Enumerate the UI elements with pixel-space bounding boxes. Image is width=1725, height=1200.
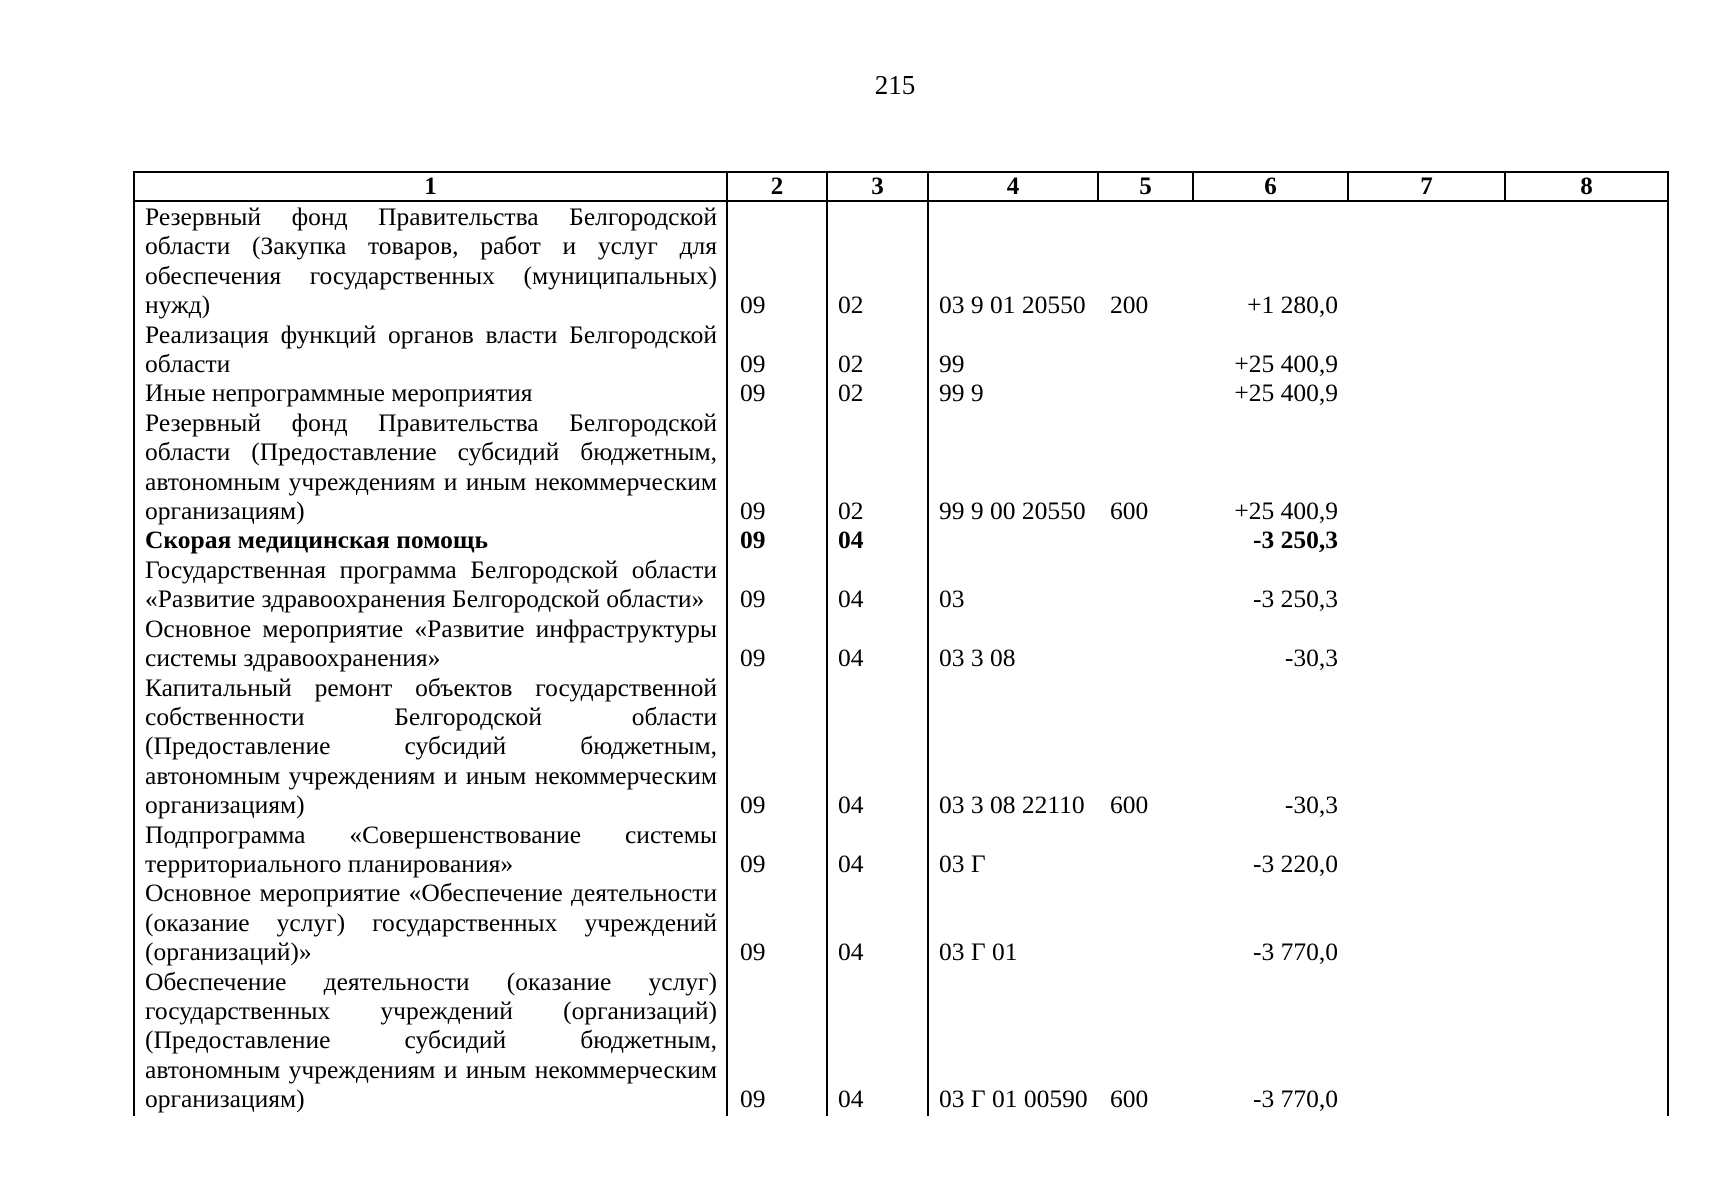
row-description: Обеспечение деятельности (оказание услуг) государственных учреждений (организаций) (Предоставление субсидий бюджетным, автономным учреждениям и иным некоммерческим организациям) bbox=[134, 967, 727, 1116]
target-article-code bbox=[928, 525, 1098, 554]
column-8-value bbox=[1505, 967, 1668, 1116]
row-description: Основное мероприятие «Обеспечение деятельности (оказание услуг) государственных учреждений (организаций)» bbox=[134, 878, 727, 966]
expense-type-code bbox=[1098, 320, 1193, 379]
target-article-code: 03 9 01 20550 bbox=[939, 290, 1086, 320]
column-header: 4 bbox=[928, 172, 1098, 201]
row-description: Подпрограмма «Совершенствование системы территориального планирования» bbox=[134, 820, 727, 879]
table-row bbox=[134, 408, 1668, 526]
target-article-code: 99 9 00 20550 bbox=[939, 496, 1086, 526]
column-header: 1 bbox=[134, 172, 727, 201]
amount-change: +25 400,9 bbox=[1234, 349, 1338, 379]
page-number: 215 bbox=[874, 70, 916, 100]
subsection-code: 04 bbox=[827, 525, 928, 554]
subsection-code: 04 bbox=[827, 614, 928, 673]
column-7-value bbox=[1348, 614, 1505, 673]
expense-type-code bbox=[1098, 878, 1193, 966]
column-7-value bbox=[1348, 878, 1505, 966]
column-7-value bbox=[1348, 673, 1505, 820]
table-row bbox=[134, 614, 1668, 673]
table-row bbox=[134, 878, 1668, 966]
column-8-value bbox=[1505, 408, 1668, 526]
amount-change: +1 280,0 bbox=[1247, 290, 1338, 320]
target-article-code: 03 Г 01 00590 bbox=[939, 1084, 1088, 1114]
amount-change: -3 250,3 bbox=[1253, 584, 1338, 614]
column-header: 5 bbox=[1098, 172, 1193, 201]
row-description: Скорая медицинская помощь bbox=[134, 525, 727, 554]
column-8-value bbox=[1505, 614, 1668, 673]
subsection-code: 04 bbox=[827, 820, 928, 879]
column-7-value bbox=[1348, 820, 1505, 879]
expense-type-code: 600 bbox=[1110, 1084, 1149, 1114]
section-code: 09 bbox=[727, 614, 827, 673]
row-description: Реализация функций органов власти Белгородской области bbox=[134, 320, 727, 379]
column-header: 2 bbox=[727, 172, 827, 201]
expense-type-code: 600 bbox=[1110, 790, 1149, 820]
table-body bbox=[134, 201, 1668, 1116]
target-article-code: 03 3 08 22110 bbox=[939, 790, 1085, 820]
table-row bbox=[134, 201, 1668, 320]
row-description: Основное мероприятие «Развитие инфраструктуры системы здравоохранения» bbox=[134, 614, 727, 673]
column-header: 3 bbox=[827, 172, 928, 201]
column-7-value bbox=[1348, 320, 1505, 379]
amount-change: -3 770,0 bbox=[1253, 937, 1338, 967]
section-code: 09 bbox=[727, 673, 827, 820]
section-code: 09 bbox=[727, 820, 827, 879]
expense-type-code bbox=[1098, 555, 1193, 614]
expense-type-code: 200 bbox=[1110, 290, 1149, 320]
subsection-code: 04 bbox=[827, 967, 928, 1116]
row-description: Иные непрограммные мероприятия bbox=[134, 378, 727, 407]
column-7-value bbox=[1348, 378, 1505, 407]
target-article-code: 03 bbox=[939, 584, 965, 614]
section-code: 09 bbox=[727, 967, 827, 1116]
row-description: Капитальный ремонт объектов государственной собственности Белгородской области (Предоставление субсидий бюджетным, автономным учреждениям и иным некоммерческим организациям) bbox=[134, 673, 727, 820]
section-code: 09 bbox=[727, 408, 827, 526]
table-row bbox=[134, 378, 1668, 407]
table-row bbox=[134, 320, 1668, 379]
target-article-code: 03 Г 01 bbox=[939, 937, 1018, 967]
table-row bbox=[134, 967, 1668, 1116]
row-description: Государственная программа Белгородской области «Развитие здравоохранения Белгородской области» bbox=[134, 555, 727, 614]
section-code: 09 bbox=[727, 201, 827, 320]
expense-type-code bbox=[1098, 525, 1193, 554]
section-code: 09 bbox=[727, 878, 827, 966]
target-article-code: 03 Г bbox=[939, 848, 986, 878]
target-article-code: 99 bbox=[939, 349, 965, 379]
table-header-row bbox=[134, 172, 1668, 201]
subsection-code: 02 bbox=[827, 320, 928, 379]
column-header: 8 bbox=[1505, 172, 1668, 201]
section-code: 09 bbox=[727, 378, 827, 407]
column-8-value bbox=[1505, 201, 1668, 320]
section-code: 09 bbox=[727, 525, 827, 554]
expense-type-code: 600 bbox=[1110, 496, 1149, 526]
amount-change: -30,3 bbox=[1284, 790, 1338, 820]
amount-change: -3 770,0 bbox=[1253, 1084, 1338, 1114]
subsection-code: 02 bbox=[827, 378, 928, 407]
target-article-code: 03 3 08 bbox=[939, 643, 1016, 673]
budget-table bbox=[133, 171, 1669, 1116]
amount-change: -30,3 bbox=[1284, 643, 1338, 673]
expense-type-code bbox=[1098, 820, 1193, 879]
table-row bbox=[134, 555, 1668, 614]
amount-change: +25 400,9 bbox=[1234, 378, 1338, 408]
target-article-code: 99 9 bbox=[939, 378, 984, 408]
expense-type-code bbox=[1098, 378, 1193, 407]
column-7-value bbox=[1348, 555, 1505, 614]
subsection-code: 02 bbox=[827, 408, 928, 526]
column-header: 7 bbox=[1348, 172, 1505, 201]
column-header: 6 bbox=[1193, 172, 1348, 201]
subsection-code: 04 bbox=[827, 555, 928, 614]
expense-type-code bbox=[1098, 614, 1193, 673]
amount-change: +25 400,9 bbox=[1234, 496, 1338, 526]
column-8-value bbox=[1505, 673, 1668, 820]
amount-change: -3 250,3 bbox=[1253, 525, 1338, 555]
table-row bbox=[134, 673, 1668, 820]
column-7-value bbox=[1348, 967, 1505, 1116]
column-7-value bbox=[1348, 201, 1505, 320]
subsection-code: 02 bbox=[827, 201, 928, 320]
column-8-value bbox=[1505, 320, 1668, 379]
column-8-value bbox=[1505, 525, 1668, 554]
section-code: 09 bbox=[727, 320, 827, 379]
column-8-value bbox=[1505, 555, 1668, 614]
amount-change: -3 220,0 bbox=[1253, 848, 1338, 878]
table-row bbox=[134, 525, 1668, 554]
row-description: Резервный фонд Правительства Белгородской области (Закупка товаров, работ и услуг для обеспечения государственных (муниципальных) нужд) bbox=[134, 201, 727, 320]
column-8-value bbox=[1505, 378, 1668, 407]
subsection-code: 04 bbox=[827, 673, 928, 820]
table-row bbox=[134, 820, 1668, 879]
column-7-value bbox=[1348, 408, 1505, 526]
subsection-code: 04 bbox=[827, 878, 928, 966]
column-8-value bbox=[1505, 820, 1668, 879]
row-description: Резервный фонд Правительства Белгородской области (Предоставление субсидий бюджетным, автономным учреждениям и иным некоммерческим организациям) bbox=[134, 408, 727, 526]
column-7-value bbox=[1348, 525, 1505, 554]
section-code: 09 bbox=[727, 555, 827, 614]
column-8-value bbox=[1505, 878, 1668, 966]
